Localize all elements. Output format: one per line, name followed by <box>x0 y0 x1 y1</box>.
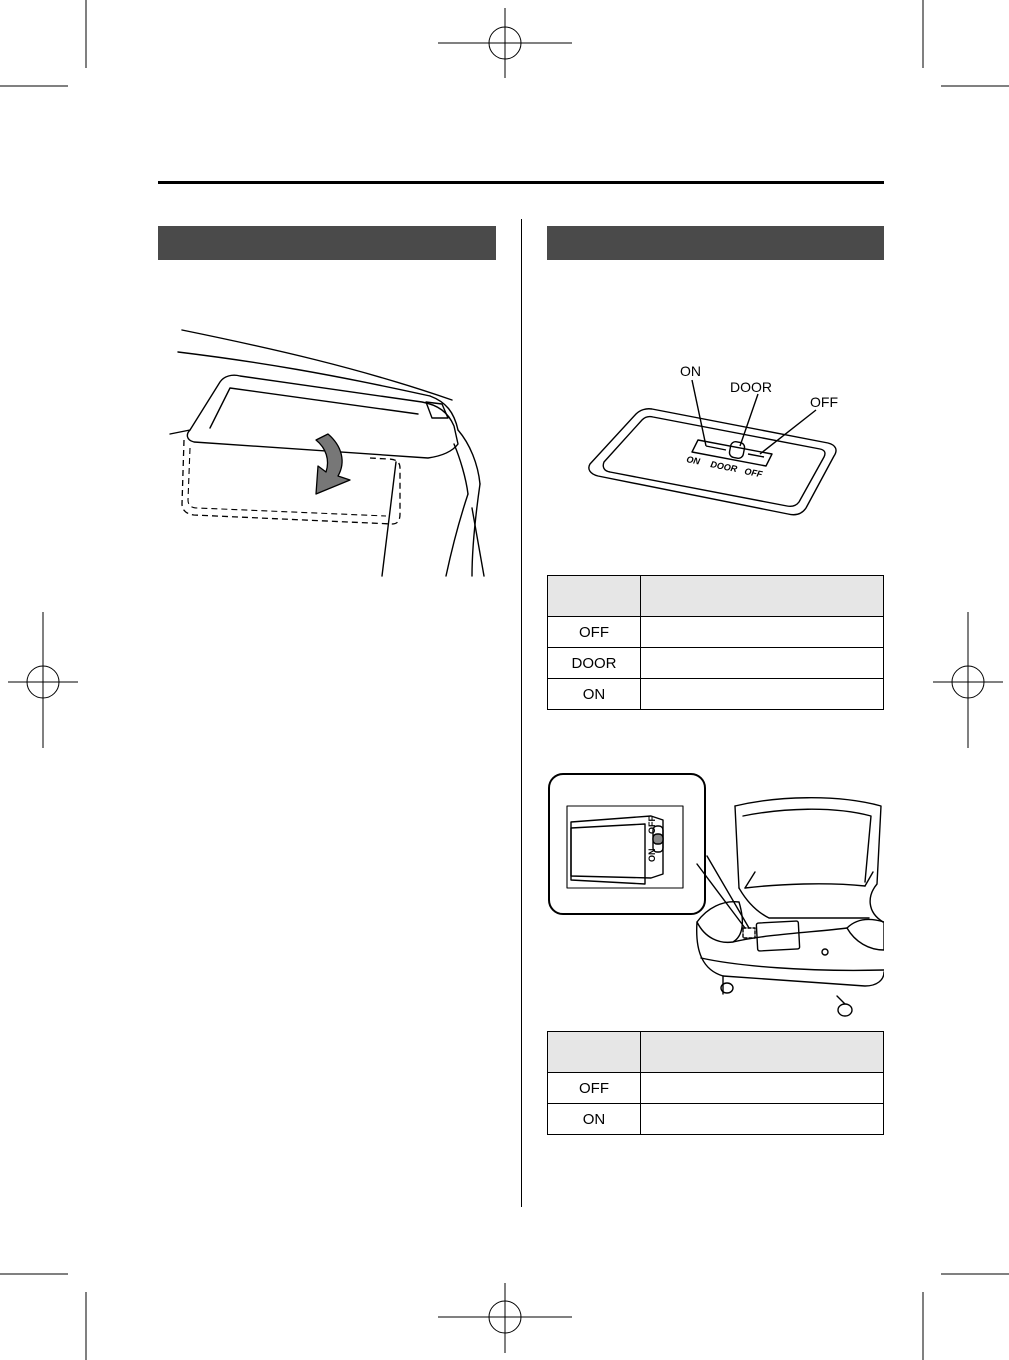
trunk-switch-table <box>547 1031 884 1135</box>
trunk-plate-label-on: ON <box>647 848 657 862</box>
header-cell-position <box>548 576 641 617</box>
label-on: ON <box>680 363 701 379</box>
trunk-light-switch-illustration <box>547 772 884 1022</box>
label-off: OFF <box>810 394 838 410</box>
description-cell <box>641 679 884 710</box>
plate-label-on: ON <box>685 454 701 467</box>
header-cell-description <box>641 1032 884 1073</box>
overhead-light-switch-illustration <box>580 356 850 521</box>
position-cell: OFF <box>548 617 641 648</box>
position-cell: OFF <box>548 1073 641 1104</box>
description-cell <box>641 648 884 679</box>
description-cell <box>641 617 884 648</box>
header-cell-position <box>548 1032 641 1073</box>
table-header-row <box>548 576 884 617</box>
table-header-row <box>548 1032 884 1073</box>
description-cell <box>641 1073 884 1104</box>
column-divider <box>521 219 522 1207</box>
table-row <box>548 1104 884 1135</box>
header-cell-description <box>641 576 884 617</box>
table-row <box>548 617 884 648</box>
left-section-bar <box>158 226 496 260</box>
position-cell: ON <box>548 1104 641 1135</box>
sun-visor-illustration <box>160 318 495 580</box>
table-row <box>548 648 884 679</box>
right-section-bar <box>547 226 884 260</box>
label-door: DOOR <box>730 379 772 395</box>
position-cell: ON <box>548 679 641 710</box>
description-cell <box>641 1104 884 1135</box>
overhead-switch-table <box>547 575 884 710</box>
position-cell: DOOR <box>548 648 641 679</box>
table-row <box>548 679 884 710</box>
header-rule <box>158 181 884 184</box>
table-row <box>548 1073 884 1104</box>
trunk-plate-label-off: OFF <box>647 816 657 834</box>
plate-label-door: DOOR <box>709 459 739 475</box>
plate-label-off: OFF <box>743 466 764 480</box>
